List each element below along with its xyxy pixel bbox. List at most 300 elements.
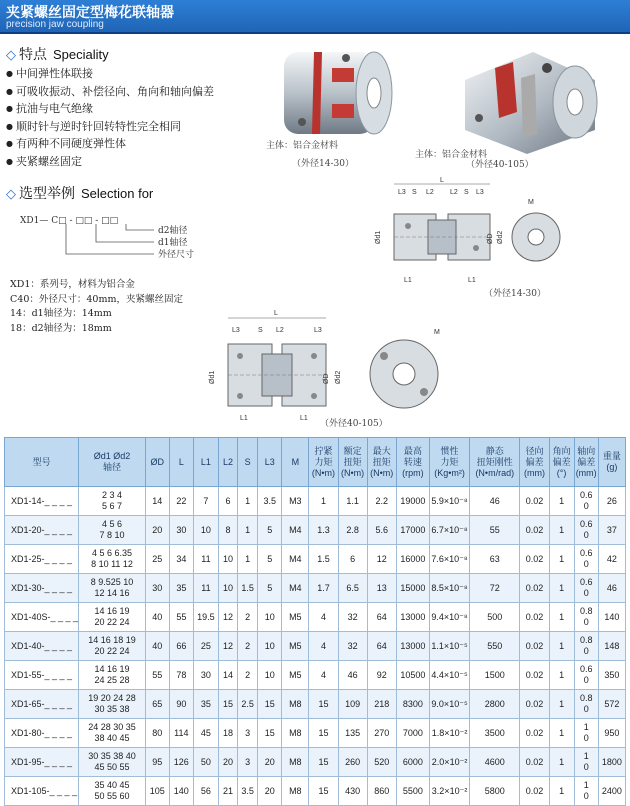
table-cell: 4 5 6 7 8 10	[79, 516, 145, 545]
feature-item: ● 夹紧螺丝固定	[6, 154, 214, 172]
speciality-title: 特点	[19, 46, 47, 62]
table-cell: M5	[282, 661, 309, 690]
drawing-small-range: （外径14-30）	[484, 289, 546, 299]
table-cell: 19 20 24 28 30 35 38	[79, 690, 145, 719]
table-cell: 26	[598, 487, 625, 516]
page-header	[0, 0, 630, 34]
table-cell: 0.02	[520, 719, 549, 748]
column-header: L2	[218, 438, 237, 487]
table-cell: 0.02	[520, 545, 549, 574]
table-cell: 1 0	[574, 777, 598, 806]
selection-code: XD1— C□ - □□ - □□	[20, 216, 119, 226]
table-cell: 0.02	[520, 487, 549, 516]
model-cell: XD1-30-_ _ _ _	[5, 574, 79, 603]
table-cell: 1	[238, 487, 258, 516]
table-cell: 500	[470, 603, 520, 632]
table-cell: 1 0	[574, 719, 598, 748]
table-cell: 16000	[396, 545, 429, 574]
table-cell: 2800	[470, 690, 520, 719]
column-header: 额定 扭矩 (N•m)	[338, 438, 367, 487]
table-cell: 4 5 6 6.35 8 10 11 12	[79, 545, 145, 574]
table-cell: 0.02	[520, 516, 549, 545]
table-cell: 78	[169, 661, 193, 690]
table-cell: 20	[218, 748, 237, 777]
table-cell: 55	[169, 603, 193, 632]
photo-large-material: 主体：铝合金材料	[415, 150, 488, 160]
table-cell: 14 16 19 20 22 24	[79, 603, 145, 632]
table-cell: 4	[309, 661, 338, 690]
table-cell: 1	[238, 516, 258, 545]
table-cell: 950	[598, 719, 625, 748]
table-cell: 520	[367, 748, 396, 777]
dim-label: L3	[232, 327, 240, 334]
table-cell: M4	[282, 574, 309, 603]
model-cell: XD1-55-_ _ _ _	[5, 661, 79, 690]
table-cell: 860	[367, 777, 396, 806]
table-cell: 1	[549, 632, 574, 661]
table-cell: 15	[218, 690, 237, 719]
table-cell: 14	[218, 661, 237, 690]
photo-large-range: （外径40-105）	[466, 160, 534, 170]
table-cell: 15000	[396, 574, 429, 603]
table-cell: 10	[258, 632, 282, 661]
table-cell: 8.5×10⁻⁸	[429, 574, 469, 603]
table-cell: 1	[549, 719, 574, 748]
column-header: 最大 扭矩 (N•m)	[367, 438, 396, 487]
table-cell: 13000	[396, 632, 429, 661]
table-cell: 20	[258, 748, 282, 777]
table-cell: 10	[258, 661, 282, 690]
table-cell: 1500	[470, 661, 520, 690]
table-cell: 63	[470, 545, 520, 574]
table-cell: 4600	[470, 748, 520, 777]
table-cell: 64	[367, 603, 396, 632]
table-row	[5, 632, 626, 661]
table-cell: 10	[218, 545, 237, 574]
table-cell: 2	[238, 632, 258, 661]
column-header: L1	[193, 438, 218, 487]
table-cell: 8 9.525 10 12 14 16	[79, 574, 145, 603]
table-cell: 2.8	[338, 516, 367, 545]
table-cell: 109	[338, 690, 367, 719]
dim-label: L1	[300, 415, 308, 422]
note-line: XD1：系列号，材料为铝合金	[10, 279, 135, 290]
table-cell: 17000	[396, 516, 429, 545]
table-cell: 35	[169, 574, 193, 603]
column-header: M	[282, 438, 309, 487]
table-cell: 4.4×10⁻⁵	[429, 661, 469, 690]
table-cell: 24 28 30 35 38 40 45	[79, 719, 145, 748]
table-row	[5, 719, 626, 748]
table-cell: 105	[145, 777, 169, 806]
column-header: 静态 扭矩刚性 (N•m/rad)	[470, 438, 520, 487]
coupling-photo-large	[455, 38, 605, 156]
drawing-large	[200, 300, 450, 424]
page-subtitle: precision jaw coupling	[6, 19, 104, 30]
table-cell: 20	[258, 777, 282, 806]
dim-label: L1	[404, 277, 412, 284]
model-cell: XD1-105-_ _ _ _	[5, 777, 79, 806]
table-row	[5, 748, 626, 777]
model-cell: XD1-20-_ _ _ _	[5, 516, 79, 545]
table-row	[5, 661, 626, 690]
feature-item: ● 可吸收振动、补偿径向、角向和轴向偏差	[6, 84, 214, 102]
label-d1: d1轴径	[158, 238, 188, 248]
selection-heading	[6, 183, 153, 203]
table-cell: 11	[193, 574, 218, 603]
dim-label: L	[274, 310, 278, 317]
table-cell: 30	[145, 574, 169, 603]
dim-label: L2	[450, 189, 458, 196]
table-cell: 90	[169, 690, 193, 719]
table-cell: 22	[169, 487, 193, 516]
table-cell: 4	[309, 632, 338, 661]
table-cell: 1	[549, 603, 574, 632]
table-cell: 8	[218, 516, 237, 545]
table-cell: 270	[367, 719, 396, 748]
table-row	[5, 574, 626, 603]
table-cell: 1.8×10⁻²	[429, 719, 469, 748]
photo-small-range: （外径14-30）	[292, 159, 354, 169]
model-cell: XD1-65-_ _ _ _	[5, 690, 79, 719]
table-cell: 1 0	[574, 748, 598, 777]
table-row	[5, 487, 626, 516]
column-header: 角向 偏差 (°)	[549, 438, 574, 487]
column-header: 轴向 偏差 (mm)	[574, 438, 598, 487]
model-cell: XD1-95-_ _ _ _	[5, 748, 79, 777]
table-cell: M3	[282, 487, 309, 516]
table-cell: 0.6 0	[574, 545, 598, 574]
table-cell: 9.0×10⁻⁵	[429, 690, 469, 719]
table-cell: 14 16 18 19 20 22 24	[79, 632, 145, 661]
table-cell: 0.02	[520, 661, 549, 690]
column-header: 重量 (g)	[598, 438, 625, 487]
model-cell: XD1-40-_ _ _ _	[5, 632, 79, 661]
dim-label: S	[258, 327, 263, 334]
table-row	[5, 603, 626, 632]
selection-notes	[10, 278, 183, 336]
table-cell: 1	[549, 748, 574, 777]
table-cell: 3	[238, 719, 258, 748]
table-cell: 13000	[396, 603, 429, 632]
model-cell: XD1-14-_ _ _ _	[5, 487, 79, 516]
dim-label: L	[440, 177, 444, 184]
table-cell: 126	[169, 748, 193, 777]
dim-label: Ød1	[375, 230, 382, 244]
table-cell: 0.6 0	[574, 487, 598, 516]
table-cell: 0.8 0	[574, 690, 598, 719]
table-cell: 40	[145, 603, 169, 632]
table-cell: 0.02	[520, 574, 549, 603]
table-cell: 1.5	[238, 574, 258, 603]
table-cell: 25	[193, 632, 218, 661]
table-cell: 30 35 38 40 45 50 55	[79, 748, 145, 777]
table-cell: 21	[218, 777, 237, 806]
table-row	[5, 690, 626, 719]
table-cell: 15	[309, 777, 338, 806]
table-cell: 80	[145, 719, 169, 748]
table-cell: 5	[258, 574, 282, 603]
feature-item: ● 中间弹性体联接	[6, 66, 214, 84]
dim-label: L2	[426, 189, 434, 196]
table-cell: 15	[258, 690, 282, 719]
table-cell: 5	[258, 545, 282, 574]
label-d2: d2轴径	[158, 226, 188, 236]
table-cell: 1.3	[309, 516, 338, 545]
table-cell: 1	[549, 516, 574, 545]
table-cell: 19000	[396, 487, 429, 516]
table-cell: 66	[169, 632, 193, 661]
table-cell: 3.5	[238, 777, 258, 806]
table-cell: 2400	[598, 777, 625, 806]
table-cell: 2.2	[367, 487, 396, 516]
model-cell: XD1-40S-_ _ _ _	[5, 603, 79, 632]
column-header: L3	[258, 438, 282, 487]
table-cell: 1	[549, 690, 574, 719]
model-cell: XD1-80-_ _ _ _	[5, 719, 79, 748]
dim-label: L1	[240, 415, 248, 422]
table-cell: 140	[598, 603, 625, 632]
table-cell: 46	[338, 661, 367, 690]
table-cell: 5500	[396, 777, 429, 806]
table-cell: 46	[470, 487, 520, 516]
table-cell: 25	[145, 545, 169, 574]
table-cell: 1.1	[338, 487, 367, 516]
table-cell: 9.4×10⁻⁸	[429, 603, 469, 632]
column-header: ØD	[145, 438, 169, 487]
dim-label: M	[528, 199, 534, 206]
table-cell: 6.5	[338, 574, 367, 603]
table-cell: 218	[367, 690, 396, 719]
column-header: 惯性 力矩 (Kg•m²)	[429, 438, 469, 487]
table-cell: 15	[309, 690, 338, 719]
table-cell: 1	[549, 661, 574, 690]
spec-table-body	[5, 487, 626, 806]
photo-small-material: 主体：铝合金材料	[266, 141, 339, 151]
table-cell: 55	[145, 661, 169, 690]
table-cell: 1800	[598, 748, 625, 777]
table-cell: 114	[169, 719, 193, 748]
table-cell: 95	[145, 748, 169, 777]
table-cell: 34	[169, 545, 193, 574]
table-cell: 0.02	[520, 632, 549, 661]
table-cell: 37	[598, 516, 625, 545]
table-cell: 15	[309, 748, 338, 777]
table-cell: 10500	[396, 661, 429, 690]
table-cell: 10	[193, 516, 218, 545]
table-cell: 1	[549, 487, 574, 516]
table-cell: 5.9×10⁻⁸	[429, 487, 469, 516]
table-cell: 18	[218, 719, 237, 748]
table-cell: 20	[145, 516, 169, 545]
table-cell: 3.2×10⁻²	[429, 777, 469, 806]
table-cell: 0.02	[520, 748, 549, 777]
table-cell: 35	[193, 690, 218, 719]
table-cell: 46	[598, 574, 625, 603]
table-cell: 0.6 0	[574, 516, 598, 545]
dim-label: L3	[476, 189, 484, 196]
dim-label: Ød2	[335, 370, 342, 384]
table-cell: 92	[367, 661, 396, 690]
table-cell: 7000	[396, 719, 429, 748]
spec-table	[4, 437, 626, 806]
table-cell: 19.5	[193, 603, 218, 632]
table-cell: 14 16 19 24 25 28	[79, 661, 145, 690]
table-cell: 550	[470, 632, 520, 661]
table-cell: 55	[470, 516, 520, 545]
table-cell: M8	[282, 690, 309, 719]
note-line: 14：d1轴径为：14mm	[10, 308, 112, 319]
diamond-icon: ◇	[6, 47, 16, 62]
table-cell: 12	[367, 545, 396, 574]
label-od: 外径尺寸	[158, 250, 195, 260]
table-cell: M8	[282, 748, 309, 777]
table-cell: 2.0×10⁻²	[429, 748, 469, 777]
selection-title: 选型举例	[19, 185, 75, 201]
table-cell: 0.02	[520, 690, 549, 719]
table-cell: 2 3 4 5 6 7	[79, 487, 145, 516]
table-cell: 30	[193, 661, 218, 690]
table-cell: 32	[338, 632, 367, 661]
table-row	[5, 545, 626, 574]
header-rule	[0, 32, 630, 34]
table-cell: 42	[598, 545, 625, 574]
feature-list	[6, 66, 214, 171]
note-line: 18：d2轴径为：18mm	[10, 322, 112, 334]
table-cell: 4	[309, 603, 338, 632]
table-cell: 1.7	[309, 574, 338, 603]
selection-title-en: Selection for	[81, 186, 154, 201]
feature-item: ● 抗油与电气绝缘	[6, 101, 214, 119]
table-cell: M4	[282, 545, 309, 574]
table-cell: 15	[309, 719, 338, 748]
dim-label: S	[412, 189, 417, 196]
table-cell: 40	[145, 632, 169, 661]
column-header: Ød1 Ød2 轴径	[79, 438, 145, 487]
table-cell: 6	[338, 545, 367, 574]
table-cell: M8	[282, 777, 309, 806]
dim-label: ØD	[323, 373, 330, 384]
table-cell: 1.5	[309, 545, 338, 574]
table-cell: 260	[338, 748, 367, 777]
table-cell: 572	[598, 690, 625, 719]
table-cell: 1	[238, 545, 258, 574]
note-line: C40：外径尺寸：40mm，夹紧螺丝固定	[10, 293, 183, 305]
coupling-photo-small	[262, 38, 402, 148]
drawing-small	[368, 174, 568, 286]
table-cell: 12	[218, 632, 237, 661]
table-cell: 2	[238, 603, 258, 632]
table-cell: 1.1×10⁻⁵	[429, 632, 469, 661]
table-cell: 0.6 0	[574, 574, 598, 603]
diamond-icon: ◇	[6, 186, 16, 201]
table-cell: 135	[338, 719, 367, 748]
table-cell: 13	[367, 574, 396, 603]
table-cell: 7	[193, 487, 218, 516]
table-cell: 7.6×10⁻⁸	[429, 545, 469, 574]
table-cell: 35 40 45 50 55 60	[79, 777, 145, 806]
table-cell: 6.7×10⁻⁸	[429, 516, 469, 545]
table-row	[5, 777, 626, 806]
dim-label: ØD	[487, 233, 494, 244]
table-cell: 65	[145, 690, 169, 719]
table-cell: 11	[193, 545, 218, 574]
table-cell: 1	[549, 574, 574, 603]
table-cell: 6	[218, 487, 237, 516]
spec-table-head	[5, 438, 626, 487]
table-cell: 56	[193, 777, 218, 806]
table-cell: 430	[338, 777, 367, 806]
table-cell: 0.02	[520, 777, 549, 806]
column-header: 型号	[5, 438, 79, 487]
table-cell: 50	[193, 748, 218, 777]
dim-label: S	[464, 189, 469, 196]
table-cell: 3.5	[258, 487, 282, 516]
feature-item: ● 顺时针与逆时针回转特性完全相同	[6, 119, 214, 137]
table-cell: M4	[282, 516, 309, 545]
table-cell: 148	[598, 632, 625, 661]
selection-leader-lines	[60, 222, 160, 258]
dim-label: Ød1	[209, 370, 216, 384]
table-cell: 1	[549, 777, 574, 806]
dim-label: M	[434, 329, 440, 336]
column-header: 拧紧 力矩 (N•m)	[309, 438, 338, 487]
table-cell: 10	[218, 574, 237, 603]
table-cell: M5	[282, 632, 309, 661]
column-header: 径向 偏差 (mm)	[520, 438, 549, 487]
table-cell: 3500	[470, 719, 520, 748]
table-cell: 5800	[470, 777, 520, 806]
column-header: S	[238, 438, 258, 487]
speciality-title-en: Speciality	[53, 47, 109, 62]
table-cell: 14	[145, 487, 169, 516]
table-cell: 2.5	[238, 690, 258, 719]
table-cell: 45	[193, 719, 218, 748]
column-header: 最高 转速 (rpm)	[396, 438, 429, 487]
dim-label: L3	[314, 327, 322, 334]
drawing-large-range: （外径40-105）	[320, 419, 388, 429]
page-title: 夹紧螺丝固定型梅花联轴器	[6, 4, 174, 20]
table-cell: M5	[282, 603, 309, 632]
table-cell: 5	[258, 516, 282, 545]
table-cell: 5.6	[367, 516, 396, 545]
table-cell: 350	[598, 661, 625, 690]
table-header-row	[5, 438, 626, 487]
table-cell: 1	[549, 545, 574, 574]
table-cell: 0.8 0	[574, 603, 598, 632]
feature-item: ● 有两种不同硬度弹性体	[6, 136, 214, 154]
table-cell: 0.02	[520, 603, 549, 632]
speciality-heading	[6, 44, 109, 64]
table-cell: 3	[238, 748, 258, 777]
table-cell: 10	[258, 603, 282, 632]
table-cell: 64	[367, 632, 396, 661]
table-cell: 8300	[396, 690, 429, 719]
table-cell: 30	[169, 516, 193, 545]
table-cell: 32	[338, 603, 367, 632]
dim-label: L2	[276, 327, 284, 334]
dim-label: Ød2	[497, 230, 504, 244]
table-cell: 6000	[396, 748, 429, 777]
table-cell: 0.8 0	[574, 632, 598, 661]
table-cell: 12	[218, 603, 237, 632]
table-cell: 15	[258, 719, 282, 748]
model-cell: XD1-25-_ _ _ _	[5, 545, 79, 574]
table-cell: M8	[282, 719, 309, 748]
table-cell: 72	[470, 574, 520, 603]
column-header: L	[169, 438, 193, 487]
table-cell: 140	[169, 777, 193, 806]
